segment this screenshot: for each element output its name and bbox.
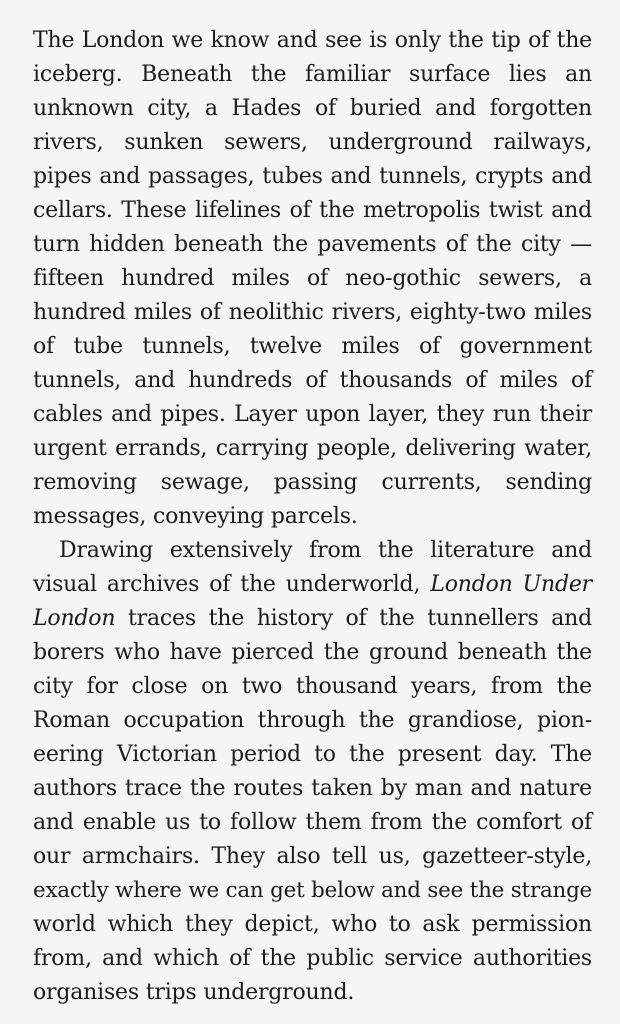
- text-line: [33, 568, 592, 602]
- text-line: urgent errands, carrying people, delivering water,: [33, 436, 592, 461]
- paragraph-1: [33, 24, 592, 534]
- text-line: eering Victorian period to the present day. The: [33, 742, 592, 767]
- text-line: cellars. These lifelines of the metropolis twist and: [33, 198, 592, 223]
- text-line: [33, 602, 592, 636]
- text-segment: traces the history of the tunnellers and: [115, 606, 592, 631]
- text-line: iceberg. Beneath the familiar surface lies an: [33, 62, 592, 87]
- text-line: turn hidden beneath the pavements of the city —: [33, 232, 592, 257]
- book-title-italic: London: [33, 606, 116, 631]
- text-line: our armchairs. They also tell us, gazetteer-style,: [33, 844, 592, 869]
- text-line: organises trips underground.: [33, 980, 355, 1005]
- text-line: The London we know and see is only the tip of the: [33, 28, 592, 53]
- text-line: of tube tunnels, twelve miles of government: [33, 334, 592, 359]
- text-line: Roman occupation through the grandiose, pion-: [33, 708, 592, 733]
- text-line: authors trace the routes taken by man and nature: [33, 776, 592, 801]
- paragraph-2: [33, 534, 592, 1010]
- text-line: exactly where we can get below and see the strange: [33, 878, 592, 903]
- text-line: Drawing extensively from the literature and: [59, 538, 592, 563]
- text-line: removing sewage, passing currents, sending: [33, 470, 592, 495]
- text-line: pipes and passages, tubes and tunnels, crypts and: [33, 164, 592, 189]
- text-line: borers who have pierced the ground beneath the: [33, 640, 592, 665]
- book-blurb-text: [33, 24, 592, 1010]
- text-line: tunnels, and hundreds of thousands of miles of: [33, 368, 592, 393]
- text-line: cables and pipes. Layer upon layer, they run their: [33, 402, 592, 427]
- text-segment: visual archives of the underworld,: [33, 572, 431, 597]
- text-line: unknown city, a Hades of buried and forgotten: [33, 96, 592, 121]
- text-line: hundred miles of neolithic rivers, eighty-two miles: [33, 300, 592, 325]
- text-line: messages, conveying parcels.: [33, 504, 358, 529]
- text-line: from, and which of the public service authorities: [33, 946, 592, 971]
- text-line: fifteen hundred miles of neo-gothic sewers, a: [33, 266, 592, 291]
- text-line: world which they depict, who to ask permission: [33, 912, 592, 937]
- text-line: city for close on two thousand years, from the: [33, 674, 592, 699]
- book-title-italic: London Under: [430, 572, 592, 597]
- text-line: and enable us to follow them from the comfort of: [33, 810, 592, 835]
- text-line: rivers, sunken sewers, underground railways,: [33, 130, 592, 155]
